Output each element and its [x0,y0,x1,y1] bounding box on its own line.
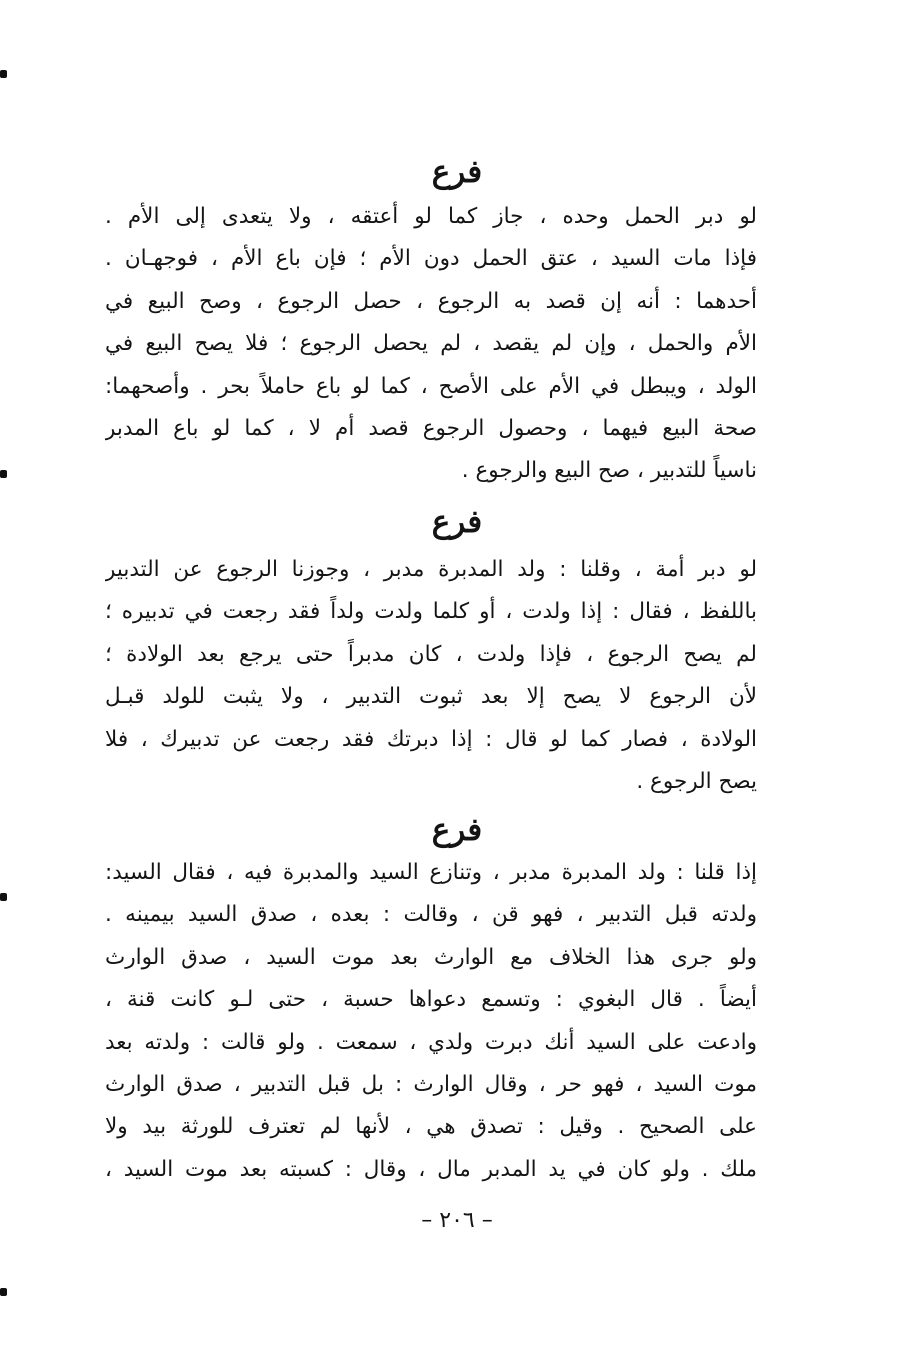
section-text [105,549,757,803]
text-line: الولادة ، فصار كما لو قال : إذا دبرتك فقد رجعت عن تدبيرك ، فلا [105,726,757,752]
scan-edge-mark [0,893,7,901]
scan-edge-mark [0,70,7,78]
scan-edge-mark [0,1288,7,1296]
page-number: – ٢٠٦ – [421,1208,493,1233]
text-line: الولد ، ويبطل في الأم على الأصح ، كما لو باع حاملاً بحر . وأصحهما: [105,373,757,399]
text-line: ملك . ولو كان في يد المدبر مال ، وقال : كسبته بعد موت السيد ، [105,1156,757,1182]
text-line: وادعت على السيد أنك دبرت ولدي ، سمعت . ولو قالت : ولدته بعد [105,1029,757,1055]
section-heading: فرع [431,504,483,540]
text-line: أيضاً . قال البغوي : وتسمع دعواها حسبة ، حتى لـو كانت قنة ، [105,987,757,1013]
text-line: لو دبر الحمل وحده ، جاز كما لو أعتقه ، ولا يتعدى إلى الأم . [105,204,757,229]
text-line: على الصحيح . وقيل : تصدق هي ، لأنها لم تعترف للورثة بيد ولا [105,1114,757,1140]
section-heading: فرع [431,154,483,190]
text-line: لم يصح الرجوع ، فإذا ولدت ، كان مدبراً حتى يرجع بعد الولادة ؛ [105,641,757,667]
text-line: موت السيد ، فهو حر ، وقال الوارث : بل قبل التدبير ، صدق الوارث [105,1071,757,1097]
text-line: ولو جرى هذا الخلاف مع الوارث بعد موت السيد ، صدق الوارث [105,944,757,970]
text-line: فإذا مات السيد ، عتق الحمل دون الأم ؛ فإن باع الأم ، فوجهـان . [105,246,757,272]
text-line: الأم والحمل ، وإن لم يقصد ، لم يحصل الرجوع ؛ فلا يصح البيع في [105,331,757,357]
text-line: لأن الرجوع لا يصح إلا بعد ثبوت التدبير ، ولا يثبت للولد قبـل [105,684,757,710]
text-line: يصح الرجوع . [636,768,757,794]
section-text [105,196,757,493]
text-line: أحدهما : أنه إن قصد به الرجوع ، حصل الرجوع ، وصح البيع في [105,288,757,314]
section-text [105,852,757,1191]
text-line: لو دبر أمة ، وقلنا : ولد المدبرة مدبر ، وجوزنا الرجوع عن التدبير [105,557,757,582]
text-line: باللفظ ، فقال : إذا ولدت ، أو كلما ولدت ولداً فقد رجعت في تدبيره ؛ [105,599,757,625]
text-line: صحة البيع فيهما ، وحصول الرجوع قصد أم لا ، كما لو باع المدبر [105,415,757,441]
scan-edge-mark [0,470,7,478]
text-line: إذا قلنا : ولد المدبرة مدبر ، وتنازع السيد والمدبرة فيه ، فقال السيد: [105,860,757,885]
section-heading: فرع [431,812,483,848]
text-line: ناسياً للتدبير ، صح البيع والرجوع . [461,458,757,484]
text-line: ولدته قبل التدبير ، فهو قن ، وقالت : بعده ، صدق السيد بيمينه . [105,902,757,928]
